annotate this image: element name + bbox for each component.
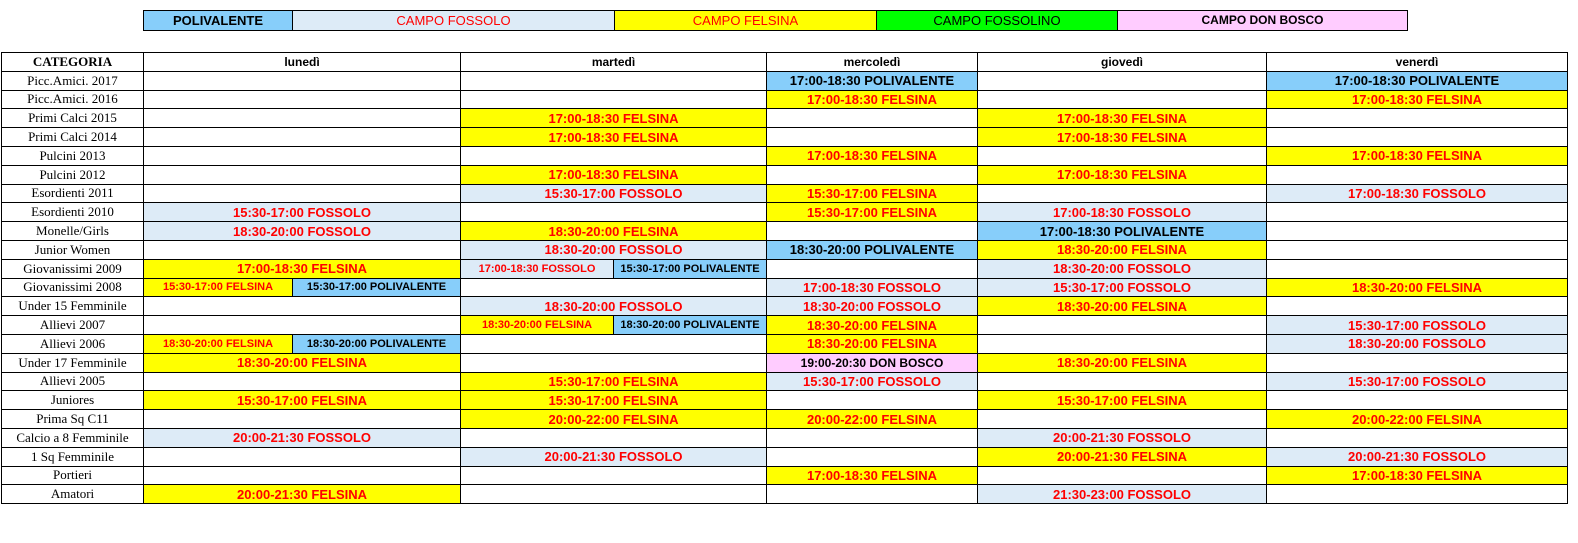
schedule-slot: 20:00-21:30 FELSINA <box>978 447 1267 466</box>
empty-slot <box>978 184 1267 203</box>
column-header-category: CATEGORIA <box>2 53 144 72</box>
category-cell: Junior Women <box>2 240 144 259</box>
schedule-slot: 20:00-21:30 FOSSOLO <box>461 447 767 466</box>
schedule-slot: 17:00-18:30 FELSINA <box>767 466 978 485</box>
schedule-slot: 18:30-20:00 POLIVALENTE <box>293 334 461 353</box>
empty-slot <box>461 278 767 297</box>
schedule-slot: 18:30-20:00 FOSSOLO <box>144 222 461 241</box>
schedule-slot: 18:30-20:00 FELSINA <box>144 334 293 353</box>
schedule-slot: 15:30-17:00 FOSSOLO <box>1267 372 1568 391</box>
empty-slot <box>144 316 461 335</box>
schedule-slot: 18:30-20:00 FELSINA <box>461 222 767 241</box>
table-row <box>2 222 1568 241</box>
empty-slot <box>461 485 767 504</box>
schedule-slot: 17:00-18:30 FELSINA <box>1267 90 1568 109</box>
empty-slot <box>461 428 767 447</box>
schedule-slot: 17:00-18:30 FOSSOLO <box>767 278 978 297</box>
empty-slot <box>144 447 461 466</box>
table-row <box>2 428 1568 447</box>
table-row <box>2 353 1568 372</box>
empty-slot <box>978 466 1267 485</box>
empty-slot <box>144 184 461 203</box>
schedule-slot: 17:00-18:30 FELSINA <box>461 109 767 128</box>
empty-slot <box>978 71 1267 90</box>
column-header-wednesday: mercoledì <box>767 53 978 72</box>
schedule-slot: 18:30-20:00 FELSINA <box>767 334 978 353</box>
column-header-friday: venerdì <box>1267 53 1568 72</box>
table-row <box>2 278 1568 297</box>
category-cell: Portieri <box>2 466 144 485</box>
schedule-slot: 19:00-20:30 DON BOSCO <box>767 353 978 372</box>
category-cell: Primi Calci 2015 <box>2 109 144 128</box>
schedule-slot: 17:00-18:30 POLIVALENTE <box>1267 71 1568 90</box>
empty-slot <box>144 146 461 165</box>
schedule-slot: 20:00-22:00 FELSINA <box>461 410 767 429</box>
table-row <box>2 128 1568 147</box>
schedule-slot: 17:00-18:30 FELSINA <box>978 128 1267 147</box>
category-cell: Allievi 2007 <box>2 316 144 335</box>
table-row <box>2 259 1568 278</box>
empty-slot <box>767 259 978 278</box>
schedule-slot: 18:30-20:00 FELSINA <box>978 297 1267 316</box>
empty-slot <box>1267 128 1568 147</box>
schedule-slot: 17:00-18:30 FOSSOLO <box>461 259 614 278</box>
empty-slot <box>978 316 1267 335</box>
empty-slot <box>978 146 1267 165</box>
header-row <box>2 53 1568 72</box>
empty-slot <box>978 334 1267 353</box>
schedule-slot: 15:30-17:00 FOSSOLO <box>978 278 1267 297</box>
category-cell: Giovanissimi 2008 <box>2 278 144 297</box>
empty-slot <box>144 297 461 316</box>
table-row <box>2 71 1568 90</box>
empty-slot <box>461 203 767 222</box>
schedule-slot: 15:30-17:00 FOSSOLO <box>767 372 978 391</box>
schedule-slot: 15:30-17:00 POLIVALENTE <box>293 278 461 297</box>
empty-slot <box>1267 259 1568 278</box>
empty-slot <box>1267 391 1568 410</box>
table-row <box>2 297 1568 316</box>
empty-slot <box>461 90 767 109</box>
schedule-slot: 18:30-20:00 FOSSOLO <box>1267 334 1568 353</box>
empty-slot <box>1267 428 1568 447</box>
schedule-slot: 17:00-18:30 FELSINA <box>461 165 767 184</box>
category-cell: Allievi 2005 <box>2 372 144 391</box>
schedule-slot: 17:00-18:30 FELSINA <box>461 128 767 147</box>
empty-slot <box>1267 240 1568 259</box>
schedule-slot: 18:30-20:00 FELSINA <box>767 316 978 335</box>
schedule-slot: 15:30-17:00 FELSINA <box>144 278 293 297</box>
category-cell: Calcio a 8 Femminile <box>2 428 144 447</box>
legend-campo-fossolino: CAMPO FOSSOLINO <box>877 11 1118 31</box>
schedule-slot: 17:00-18:30 FOSSOLO <box>978 203 1267 222</box>
table-row <box>2 109 1568 128</box>
schedule-slot: 21:30-23:00 FOSSOLO <box>978 485 1267 504</box>
empty-slot <box>1267 485 1568 504</box>
legend-campo-felsina: CAMPO FELSINA <box>615 11 877 31</box>
category-cell: Picc.Amici. 2016 <box>2 90 144 109</box>
empty-slot <box>461 71 767 90</box>
empty-slot <box>1267 203 1568 222</box>
empty-slot <box>461 353 767 372</box>
legend-campo-fossolo: CAMPO FOSSOLO <box>293 11 615 31</box>
schedule-slot: 18:30-20:00 POLIVALENTE <box>614 316 767 335</box>
schedule-slot: 15:30-17:00 FELSINA <box>978 391 1267 410</box>
category-cell: Under 17 Femminile <box>2 353 144 372</box>
table-row <box>2 466 1568 485</box>
schedule-slot: 15:30-17:00 FOSSOLO <box>144 203 461 222</box>
table-row <box>2 410 1568 429</box>
empty-slot <box>1267 353 1568 372</box>
empty-slot <box>144 372 461 391</box>
schedule-slot: 15:30-17:00 FELSINA <box>144 391 461 410</box>
schedule-slot: 20:00-21:30 FELSINA <box>144 485 461 504</box>
legend-campo-don-bosco: CAMPO DON BOSCO <box>1118 11 1408 31</box>
schedule-slot: 20:00-22:00 FELSINA <box>767 410 978 429</box>
category-cell: Giovanissimi 2009 <box>2 259 144 278</box>
column-header-monday: lunedì <box>144 53 461 72</box>
schedule-slot: 20:00-21:30 FOSSOLO <box>1267 447 1568 466</box>
table-row <box>2 334 1568 353</box>
schedule-slot: 20:00-21:30 FOSSOLO <box>978 428 1267 447</box>
schedule-slot: 17:00-18:30 FELSINA <box>978 165 1267 184</box>
category-cell: Prima Sq C11 <box>2 410 144 429</box>
schedule-slot: 18:30-20:00 FELSINA <box>144 353 461 372</box>
empty-slot <box>144 90 461 109</box>
empty-slot <box>1267 165 1568 184</box>
empty-slot <box>461 466 767 485</box>
schedule-slot: 18:30-20:00 FOSSOLO <box>978 259 1267 278</box>
table-row <box>2 316 1568 335</box>
table-row <box>2 165 1568 184</box>
schedule-slot: 18:30-20:00 POLIVALENTE <box>767 240 978 259</box>
table-row <box>2 372 1568 391</box>
empty-slot <box>461 334 767 353</box>
category-cell: Juniores <box>2 391 144 410</box>
category-cell: Amatori <box>2 485 144 504</box>
table-row <box>2 146 1568 165</box>
table-row <box>2 240 1568 259</box>
schedule-slot: 17:00-18:30 POLIVALENTE <box>978 222 1267 241</box>
column-header-tuesday: martedì <box>461 53 767 72</box>
schedule-slot: 15:30-17:00 FELSINA <box>767 203 978 222</box>
table-row <box>2 184 1568 203</box>
schedule-slot: 17:00-18:30 FELSINA <box>767 146 978 165</box>
category-cell: Pulcini 2012 <box>2 165 144 184</box>
table-row <box>2 90 1568 109</box>
empty-slot <box>978 90 1267 109</box>
category-cell: Esordienti 2011 <box>2 184 144 203</box>
table-row <box>2 391 1568 410</box>
empty-slot <box>767 128 978 147</box>
empty-slot <box>144 240 461 259</box>
category-cell: Picc.Amici. 2017 <box>2 71 144 90</box>
empty-slot <box>978 410 1267 429</box>
schedule-slot: 17:00-18:30 FOSSOLO <box>1267 184 1568 203</box>
empty-slot <box>767 485 978 504</box>
category-cell: Pulcini 2013 <box>2 146 144 165</box>
schedule-slot: 17:00-18:30 FELSINA <box>978 109 1267 128</box>
category-cell: 1 Sq Femminile <box>2 447 144 466</box>
schedule-slot: 18:30-20:00 FOSSOLO <box>461 297 767 316</box>
empty-slot <box>144 71 461 90</box>
schedule-slot: 15:30-17:00 FOSSOLO <box>1267 316 1568 335</box>
schedule-slot: 15:30-17:00 POLIVALENTE <box>614 259 767 278</box>
empty-slot <box>144 165 461 184</box>
schedule-slot: 17:00-18:30 FELSINA <box>767 90 978 109</box>
schedule-slot: 17:00-18:30 FELSINA <box>1267 466 1568 485</box>
category-cell: Under 15 Femminile <box>2 297 144 316</box>
schedule-slot: 18:30-20:00 FELSINA <box>461 316 614 335</box>
empty-slot <box>1267 109 1568 128</box>
category-cell: Allievi 2006 <box>2 334 144 353</box>
empty-slot <box>144 410 461 429</box>
empty-slot <box>144 109 461 128</box>
training-schedule-table <box>1 52 1568 504</box>
table-row <box>2 485 1568 504</box>
schedule-slot: 18:30-20:00 FELSINA <box>978 353 1267 372</box>
schedule-slot: 18:30-20:00 FOSSOLO <box>461 240 767 259</box>
category-cell: Primi Calci 2014 <box>2 128 144 147</box>
schedule-slot: 15:30-17:00 FELSINA <box>461 391 767 410</box>
schedule-slot: 17:00-18:30 POLIVALENTE <box>767 71 978 90</box>
empty-slot <box>767 165 978 184</box>
schedule-slot: 18:30-20:00 FELSINA <box>1267 278 1568 297</box>
schedule-slot: 15:30-17:00 FOSSOLO <box>461 184 767 203</box>
empty-slot <box>767 447 978 466</box>
schedule-slot: 15:30-17:00 FELSINA <box>767 184 978 203</box>
table-row <box>2 203 1568 222</box>
empty-slot <box>767 222 978 241</box>
schedule-slot: 20:00-21:30 FOSSOLO <box>144 428 461 447</box>
schedule-slot: 20:00-22:00 FELSINA <box>1267 410 1568 429</box>
empty-slot <box>144 466 461 485</box>
empty-slot <box>767 428 978 447</box>
empty-slot <box>1267 222 1568 241</box>
field-legend <box>143 10 1408 31</box>
empty-slot <box>767 109 978 128</box>
table-row <box>2 447 1568 466</box>
empty-slot <box>767 391 978 410</box>
empty-slot <box>1267 297 1568 316</box>
category-cell: Esordienti 2010 <box>2 203 144 222</box>
column-header-thursday: giovedì <box>978 53 1267 72</box>
empty-slot <box>461 146 767 165</box>
schedule-slot: 15:30-17:00 FELSINA <box>461 372 767 391</box>
empty-slot <box>144 128 461 147</box>
schedule-slot: 17:00-18:30 FELSINA <box>144 259 461 278</box>
empty-slot <box>978 372 1267 391</box>
schedule-slot: 18:30-20:00 FOSSOLO <box>767 297 978 316</box>
legend-polivalente: POLIVALENTE <box>144 11 293 31</box>
schedule-slot: 18:30-20:00 FELSINA <box>978 240 1267 259</box>
schedule-body <box>2 71 1568 503</box>
schedule-slot: 17:00-18:30 FELSINA <box>1267 146 1568 165</box>
category-cell: Monelle/Girls <box>2 222 144 241</box>
